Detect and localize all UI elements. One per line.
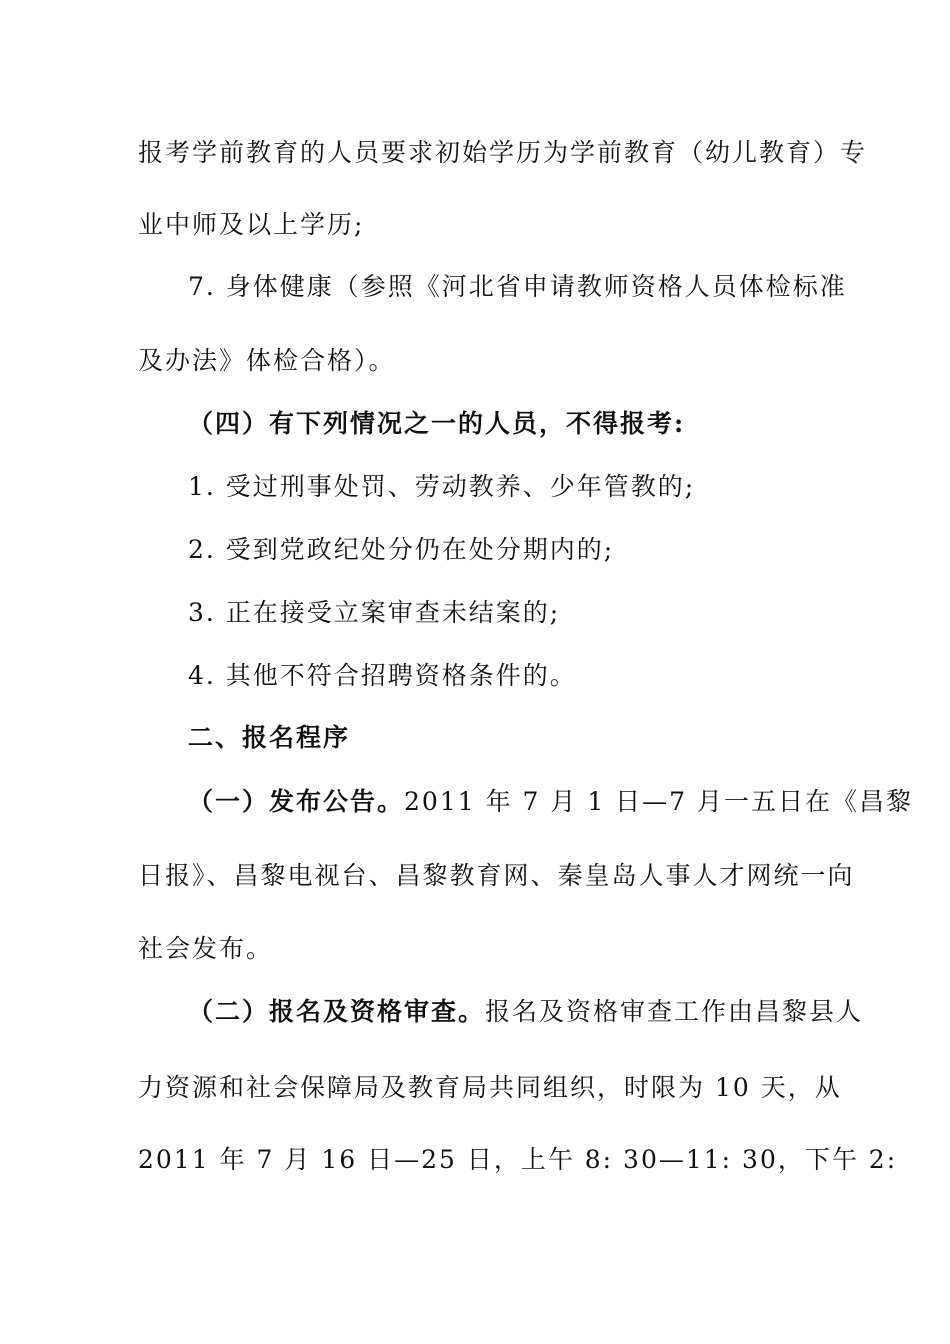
paragraph-line: 力资源和社会保障局及教育局共同组织，时限为 10 天，从 <box>138 1073 842 1102</box>
paragraph-line: 日报》、昌黎电视台、昌黎教育网、秦皇岛人事人才网统一向 <box>138 861 855 890</box>
paragraph-line: 报考学前教育的人员要求初始学历为学前教育（幼儿教育）专 <box>138 138 868 167</box>
paragraph-line: 及办法》体检合格）。 <box>138 346 396 375</box>
paragraph-line: 2011 年 7 月 16 日—25 日，上午 8: 30—11: 30，下午 2: <box>138 1145 898 1174</box>
subheading-announcement: （一）发布公告。 <box>188 787 405 816</box>
list-item-7: 7. 身体健康（参照《河北省申请教师资格人员体检标准 <box>188 272 847 301</box>
list-item-4: 4. 其他不符合招聘资格条件的。 <box>188 661 577 690</box>
section-heading-four: （四）有下列情况之一的人员，不得报考: <box>188 409 686 438</box>
paragraph-announcement <box>188 785 914 819</box>
section-heading-registration: 二、报名程序 <box>188 723 351 752</box>
paragraph-text: 2011 年 7 月 1 日—7 月一五日在《昌黎 <box>404 787 914 816</box>
list-item-1: 1. 受过刑事处罚、劳动教养、少年管教的; <box>188 472 696 501</box>
subheading-registration: （二）报名及资格审查。 <box>188 997 486 1026</box>
paragraph-text: 报名及资格审查工作由昌黎县人 <box>485 997 864 1026</box>
paragraph-line: 社会发布。 <box>138 934 274 963</box>
paragraph-registration <box>188 995 878 1029</box>
list-item-3: 3. 正在接受立案审查未结案的; <box>188 598 561 627</box>
paragraph-line: 业中师及以上学历; <box>138 210 365 239</box>
list-item-2: 2. 受到党政纪处分仍在处分期内的; <box>188 535 615 564</box>
